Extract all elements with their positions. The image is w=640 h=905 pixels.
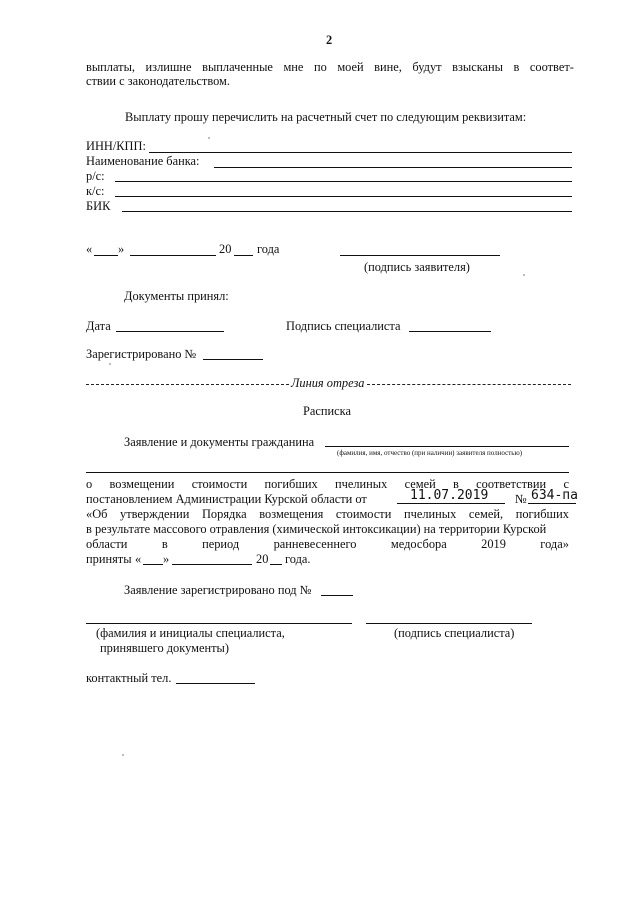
ks-line bbox=[115, 196, 572, 197]
contact-phone-label: контактный тел. bbox=[86, 671, 172, 685]
bank-name-label: Наименование банка: bbox=[86, 154, 200, 168]
bik-line bbox=[122, 211, 572, 212]
specialist-sign-caption: (подпись специалиста) bbox=[394, 626, 515, 640]
decree-date-line bbox=[397, 503, 505, 504]
applicant-signature-line bbox=[340, 255, 500, 256]
scan-speck bbox=[109, 363, 111, 365]
applicant-signature-caption: (подпись заявителя) bbox=[364, 260, 470, 274]
transfer-request: Выплату прошу перечислить на расчетный счет по следующим реквизитам: bbox=[125, 110, 527, 124]
specialist-caption-2: принявшего документы) bbox=[100, 641, 229, 655]
specialist-name-line bbox=[86, 623, 352, 624]
statement-registered: Заявление зарегистрировано под № bbox=[124, 583, 312, 597]
registered-number-line bbox=[203, 359, 263, 360]
documents-accepted: Документы принял: bbox=[124, 289, 229, 303]
receipt-year-prefix: 20 bbox=[256, 552, 269, 566]
scan-speck bbox=[122, 754, 124, 756]
date-day-line bbox=[94, 255, 118, 256]
date-line bbox=[116, 331, 224, 332]
cut-line-right bbox=[367, 384, 571, 385]
scan-speck bbox=[523, 274, 525, 276]
date-quote-close: » bbox=[118, 242, 125, 256]
rs-line bbox=[115, 181, 572, 182]
receipt-line-4: в результате массового отравления (химической интоксикации) на территории Курской bbox=[86, 522, 547, 536]
receipt-month-line bbox=[172, 564, 252, 565]
contact-phone-line bbox=[176, 683, 255, 684]
inn-kpp-label: ИНН/КПП: bbox=[86, 139, 146, 153]
inn-kpp-line bbox=[149, 152, 572, 153]
date-month-line bbox=[130, 255, 216, 256]
bik-label: БИК bbox=[86, 199, 111, 213]
cut-line-left bbox=[86, 384, 289, 385]
receipt-quote-open: « bbox=[135, 552, 142, 566]
citizen-name-line-2 bbox=[86, 472, 569, 473]
receipt-accepted: приняты bbox=[86, 552, 132, 566]
specialist-sign-line bbox=[366, 623, 532, 624]
specialist-caption-1: (фамилия и инициалы специалиста, bbox=[96, 626, 285, 640]
receipt-line-1: о возмещении стоимости погибших пчелиных семей в соответствии с bbox=[86, 477, 569, 491]
receipt-year-line bbox=[270, 564, 282, 565]
date-label: Дата bbox=[86, 319, 111, 333]
rs-label: р/с: bbox=[86, 169, 105, 183]
page-number: 2 bbox=[326, 33, 333, 47]
decree-number-sign: № bbox=[515, 492, 527, 506]
receipt-year-suffix: года. bbox=[285, 552, 311, 566]
intro-line-1: выплаты, излишне выплаченные мне по моей вине, будут взысканы в соответ- bbox=[86, 60, 574, 74]
decree-number-line bbox=[528, 503, 576, 504]
specialist-signature-line bbox=[409, 331, 491, 332]
statement-number-line bbox=[321, 595, 353, 596]
date-year-suffix: года bbox=[257, 242, 280, 256]
date-year-prefix: 20 bbox=[219, 242, 232, 256]
receipt-quote-close: » bbox=[163, 552, 170, 566]
decree-date: 11.07.2019 bbox=[410, 488, 489, 503]
date-quote-open: « bbox=[86, 242, 93, 256]
citizen-name-line bbox=[325, 446, 569, 447]
registered-number-label: Зарегистрировано № bbox=[86, 347, 197, 361]
bank-name-line bbox=[214, 167, 572, 168]
receipt-line-3: «Об утверждении Порядка возмещения стоимости пчелиных семей, погибших bbox=[86, 507, 569, 521]
cut-line-label: Линия отреза bbox=[291, 376, 365, 390]
scan-speck bbox=[208, 137, 210, 139]
decree-number: 634-па bbox=[531, 488, 578, 503]
receipt-line-2-text: постановлением Администрации Курской области от bbox=[86, 492, 367, 506]
receipt-title: Расписка bbox=[303, 404, 351, 418]
citizen-docs-label: Заявление и документы гражданина bbox=[124, 435, 315, 449]
fio-caption: (фамилия, имя, отчество (при наличии) заявителя полностью) bbox=[337, 449, 523, 457]
receipt-line-5: области в период ранневесеннего медосбора 2019 года» bbox=[86, 537, 569, 551]
date-year-line bbox=[234, 255, 253, 256]
specialist-signature-label: Подпись специалиста bbox=[286, 319, 401, 333]
receipt-day-line bbox=[143, 564, 163, 565]
ks-label: к/с: bbox=[86, 184, 105, 198]
intro-line-2: ствии с законодательством. bbox=[86, 74, 230, 88]
